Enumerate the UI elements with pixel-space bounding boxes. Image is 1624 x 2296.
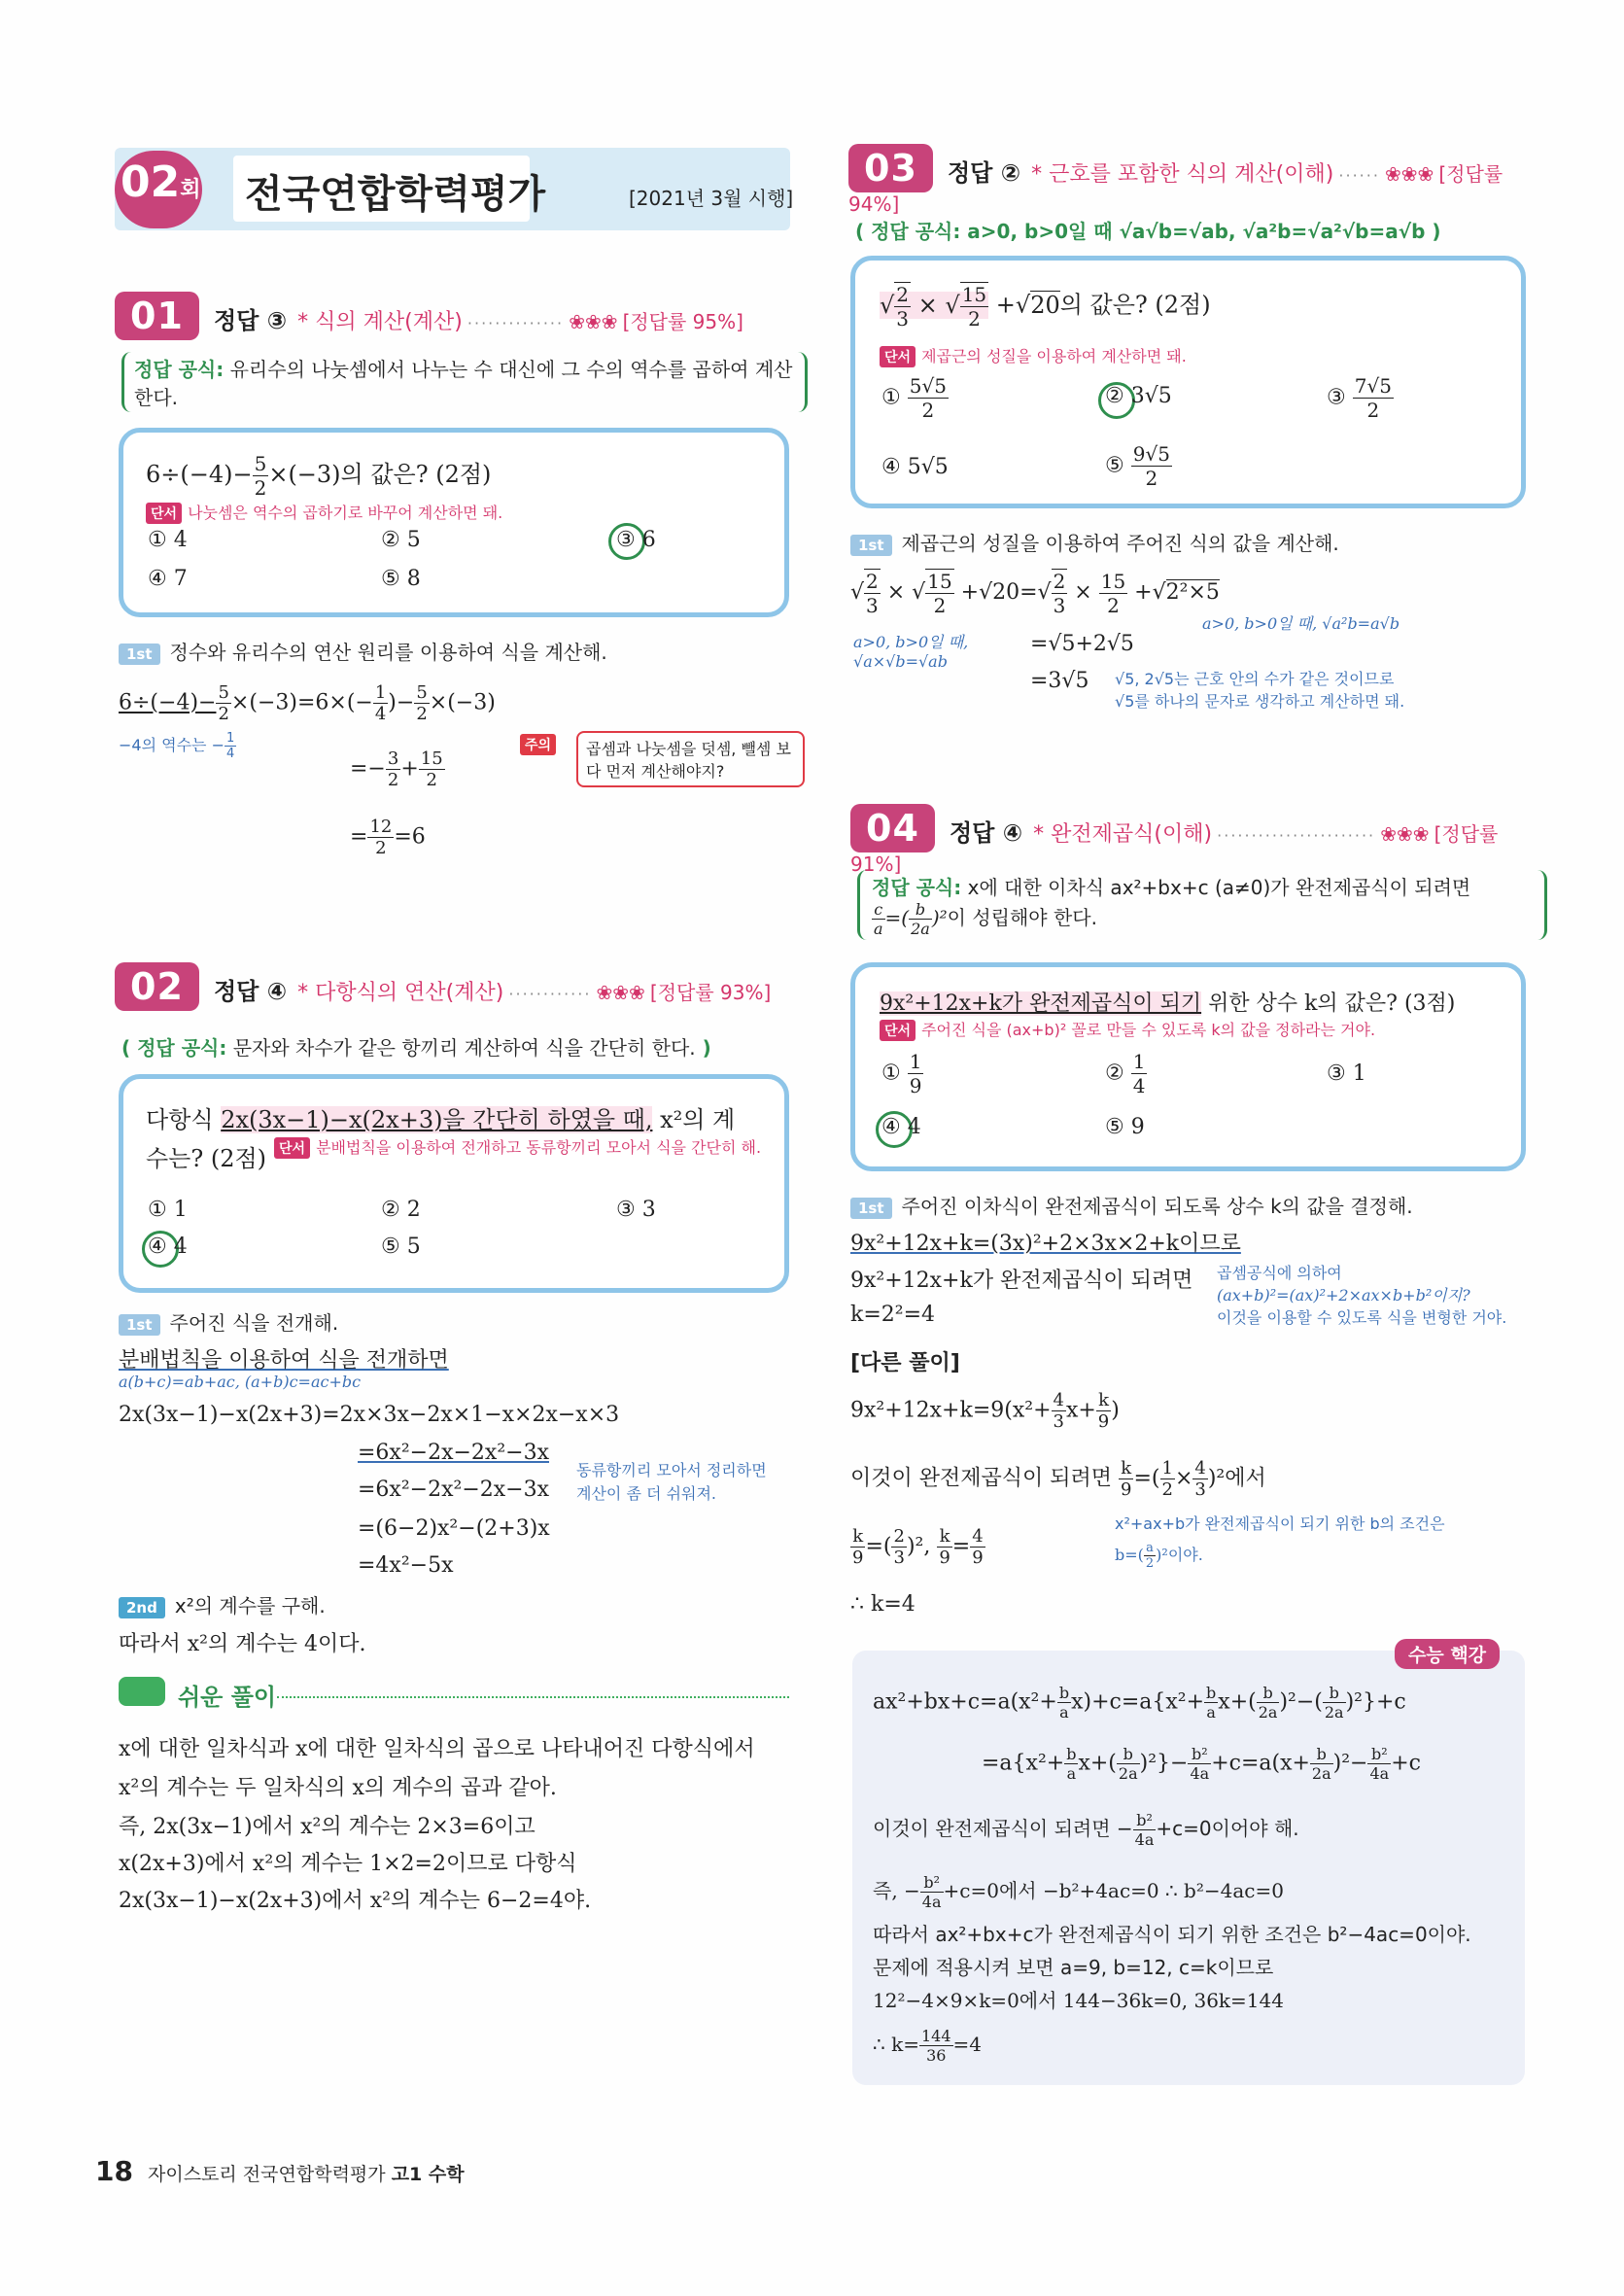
q04-sol-1: 9x²+12x+k=(3x)²+2×3x×2+k이므로: [850, 1232, 1241, 1256]
q01-choice-2[interactable]: ② 5: [381, 528, 421, 552]
q01-question: 6÷(−4)− $\frac{5}{2}$ ×(−3)의 값은? (2점): [146, 452, 492, 500]
q02-sol-2: =6x²−2x−2x²−3x: [358, 1441, 549, 1465]
q04-choice-3[interactable]: ③ 1: [1327, 1061, 1366, 1086]
core-line-4: 따라서 ax²+bx+c가 완전제곱식이 되기 위한 조건은 b²−4ac=0이야.: [873, 1923, 1471, 1946]
q03-choice-4[interactable]: ④ 5√5: [881, 455, 949, 479]
q01-choice-1[interactable]: ① 4: [148, 528, 188, 552]
q03-header: 03 정답 ② * 근호를 포함한 식의 계산(이해) ······ ❀❀❀ [정답률 94%]: [848, 144, 1529, 216]
q04-alt-3: $\frac{k}{9}$ =( $\frac{2}{3}$ )², $\frac{k}{9}$ = $\frac{4}{9}$: [852, 1526, 984, 1568]
q03-step1: 1st 제곱근의 성질을 이용하여 주어진 식의 값을 계산해.: [850, 528, 1339, 556]
q01-difficulty: ❀❀❀: [569, 310, 618, 333]
core-line-3: 즉, − $\frac{\text{b²}}{4a}$ +c=0에서 −b²+4ac=0 ∴ b²−4ac=0: [873, 1873, 1284, 1911]
q01-choice-4[interactable]: ④ 7: [148, 567, 188, 591]
q02-topic: * 다항식의 연산(계산): [297, 981, 504, 1005]
q01-topic: * 식의 계산(계산): [297, 310, 463, 334]
q02-easy-4: x(2x+3)에서 x²의 계수는 1×2=2이므로 다항식: [119, 1852, 577, 1876]
q04-topic: * 완전제곱식(이해): [1033, 822, 1213, 847]
q04-sol-note-2: (ax+b)²=(ax)²+2×ax×b+b²이지?: [1217, 1286, 1470, 1305]
q01-rate: [정답률 95%]: [622, 310, 743, 333]
q04-alt-1: 9x²+12x+k=9(x²+ $\frac{4}{3}$ x+ $\frac{k}{9}$ ): [850, 1390, 1120, 1432]
q03-choice-1[interactable]: ① $\frac{5√5}{2}$: [881, 374, 947, 422]
core-line-7: ∴ k= $\frac{144}{36}$ =4: [873, 2027, 982, 2065]
q01-solution-line2: =− $\frac{3}{2}$ + $\frac{15}{2}$: [350, 748, 443, 790]
q01-hint: 단서 나눗셈은 역수의 곱하기로 바꾸어 계산하면 돼.: [146, 501, 502, 524]
q04-hint: 단서 주어진 식을 (ax+b)² 꼴로 만들 수 있도록 k의 값을 정하라는 거야.: [880, 1018, 1375, 1041]
q03-choice-3[interactable]: ③ $\frac{7√5}{2}$: [1327, 374, 1392, 422]
q04-sol-note-3: 이것을 이용할 수 있도록 식을 변형한 거야.: [1217, 1308, 1507, 1327]
q02-choice-3[interactable]: ③ 3: [616, 1198, 656, 1222]
q01-number: 01: [115, 292, 199, 340]
q02-number: 02: [115, 962, 199, 1011]
q03-question: √ $\frac{2}{3}$ × √ $\frac{15}{2}$ +√20의 값은? (2점): [880, 283, 1211, 330]
q01-header: 01 정답 ③ * 식의 계산(계산) ·············· ❀❀❀ [정답률 95%]: [115, 292, 790, 340]
q02-easy-title: 쉬운 풀이: [178, 1684, 277, 1711]
q03-number: 03: [848, 144, 933, 192]
q01-step1: 1st 정수와 유리수의 연산 원리를 이용하여 식을 계산해.: [119, 637, 607, 665]
q02-sol-note: a(b+c)=ab+ac, (a+b)c=ac+bc: [119, 1373, 362, 1391]
q02-sol-3-note: 계산이 좀 더 쉬워져.: [576, 1484, 716, 1503]
q04-choice-5[interactable]: ⑤ 9: [1105, 1115, 1145, 1139]
q02-hint: 단서 분배법칙을 이용하여 전개하고 동류항끼리 모아서 식을 간단히 해.: [274, 1135, 761, 1159]
q04-alt-title: [다른 풀이]: [850, 1351, 960, 1375]
q01-caution: 주의: [520, 734, 562, 755]
q03-sol-note-2: √5를 하나의 문자로 생각하고 계산하면 돼.: [1115, 692, 1405, 711]
round-suffix: 회: [180, 178, 201, 202]
q02-choice-1[interactable]: ① 1: [148, 1198, 188, 1222]
exam-date: [2021년 3월 시행]: [629, 187, 794, 210]
q04-alt-note-1: x²+ax+b가 완전제곱식이 되기 위한 b의 조건은: [1115, 1514, 1445, 1533]
q04-choice-2[interactable]: ② $\frac{1}{4}$: [1105, 1050, 1146, 1097]
q01-choice-5[interactable]: ⑤ 8: [381, 567, 421, 591]
q04-formula: 정답 공식: x에 대한 이차식 ax²+bx+c (a≠0)가 완전제곱식이 되려면 $\frac{c}{a}$ =( $\frac{b}{2a}$ )²이 성립해야 한다.: [857, 870, 1547, 940]
q03-difficulty: ❀❀❀: [1385, 162, 1434, 186]
page-title: 전국연합학력평가: [245, 172, 546, 217]
q02-sol-2-note: 동류항끼리 모아서 정리하면: [576, 1461, 767, 1479]
q03-sol-note-1: √5, 2√5는 근호 안의 수가 같은 것이므로: [1115, 670, 1395, 688]
q03-note-a: a>0, b>0일 때,: [853, 633, 969, 651]
q03-sol-1: √ $\frac{2}{3}$ × √ $\frac{15}{2}$ +√20=√ $\frac{2}{3}$ × $\frac{15}{2}$ +√2²×5: [850, 569, 1220, 617]
q03-rate: [정답률 94%]: [848, 162, 1503, 216]
q02-sol-5: =4x²−5x: [358, 1553, 454, 1578]
q04-rate: [정답률 91%]: [850, 822, 1499, 876]
q02-sol-4: =(6−2)x²−(2+3)x: [358, 1516, 550, 1541]
q03-choice-5[interactable]: ⑤ $\frac{9√5}{2}$: [1105, 442, 1170, 490]
footer-title: 자이스토리 전국연합학력평가 고1 수학: [148, 2164, 465, 2185]
q02-sol-1: 2x(3x−1)−x(2x+3)=2x×3x−2x×1−x×2x−x×3: [119, 1403, 620, 1427]
q03-note-c: a>0, b>0일 때, √a²b=a√b: [1202, 614, 1400, 633]
easy-divider: [277, 1696, 789, 1698]
q04-alt-end: ∴ k=4: [850, 1592, 916, 1617]
q04-number: 04: [850, 804, 935, 852]
q01-choice-3[interactable]: ③ 6: [616, 528, 656, 552]
q03-choice-2[interactable]: ② 3√5: [1105, 384, 1172, 408]
q02-header: 02 정답 ④ * 다항식의 연산(계산) ············ ❀❀❀ [정답률 93%]: [115, 962, 790, 1011]
q03-sol-3: =3√5: [1030, 669, 1089, 693]
q02-sol-intro: 분배법칙을 이용하여 식을 전개하면: [119, 1348, 449, 1373]
core-line-2: =a{x²+ $\frac{b}{a}$ x+( $\frac{b}{2a}$ )²}− $\frac{\text{b²}}{4a}$ +c=a(x+ $\frac{b}{2a}$ )²− $\frac{\text{b²}}{4a}$ +c: [982, 1745, 1421, 1783]
q02-rate: [정답률 93%]: [649, 981, 772, 1004]
core-line-6: 12²−4×9×k=0에서 144−36k=0, 36k=144: [873, 1989, 1284, 2012]
core-line-5: 문제에 적용시켜 보면 a=9, b=12, c=k이므로: [873, 1956, 1274, 1979]
q04-step1: 1st 주어진 이차식이 완전제곱식이 되도록 상수 k의 값을 결정해.: [850, 1191, 1413, 1219]
core-line-1: ax²+bx+c=a(x²+ $\frac{b}{a}$ x)+c=a{x²+ $\frac{b}{a}$ x+( $\frac{b}{2a}$ )²−( $\frac{b}{2a}$ )²}+c: [873, 1684, 1406, 1722]
q02-question-line2: 수는? (2점): [146, 1145, 267, 1172]
q02-conclusion: 따라서 x²의 계수는 4이다.: [119, 1632, 366, 1656]
q02-choice-2[interactable]: ② 2: [381, 1198, 421, 1222]
q03-sol-2: =√5+2√5: [1030, 632, 1134, 656]
q03-answer: 정답 ②: [947, 159, 1021, 187]
q02-step1: 1st 주어진 식을 전개해.: [119, 1307, 338, 1336]
q03-formula: ( 정답 공식: a>0, b>0일 때 √a√b=√ab, √a²b=√a²√b=a√b ): [855, 220, 1441, 243]
q01-side-note: −4의 역수는 − $\frac{1}{4}$: [119, 731, 235, 761]
q02-formula: ( 정답 공식: 문자와 차수가 같은 항끼리 계산하여 식을 간단히 한다. ): [121, 1036, 711, 1060]
q02-easy-3: 즉, 2x(3x−1)에서 x²의 계수는 2×3=6이고: [119, 1815, 536, 1839]
q04-header: 04 정답 ④ * 완전제곱식(이해) ······················· ❀❀❀ [정답률 91%]: [850, 804, 1531, 876]
q04-sol-2: 9x²+12x+k가 완전제곱식이 되려면: [850, 1269, 1193, 1293]
q01-solution-line3: = $\frac{12}{2}$ =6: [350, 817, 426, 858]
core-tag: 수능 핵강: [1395, 1639, 1500, 1669]
round-number: 02: [121, 157, 181, 207]
q02-easy-5: 2x(3x−1)−x(2x+3)에서 x²의 계수는 6−2=4야.: [119, 1889, 592, 1913]
q04-difficulty: ❀❀❀: [1380, 822, 1430, 846]
q01-answer: 정답 ③: [213, 307, 288, 334]
q02-choice-5[interactable]: ⑤ 5: [381, 1235, 421, 1259]
q02-answer: 정답 ④: [213, 978, 288, 1005]
page-number: 18: [95, 2155, 133, 2187]
q02-step2: 2nd x²의 계수를 구해.: [119, 1590, 326, 1618]
q04-choice-4[interactable]: ④ 4: [881, 1115, 921, 1139]
q03-topic: * 근호를 포함한 식의 계산(이해): [1031, 162, 1334, 187]
q02-question: 다항식 2x(3x−1)−x(2x+3)을 간단히 하였을 때, x²의 계: [146, 1106, 736, 1133]
q04-sol-3: k=2²=4: [850, 1303, 936, 1327]
glasses-icon: [119, 1677, 165, 1706]
q04-answer: 정답 ④: [949, 819, 1023, 847]
q04-sol-note-1: 곱셈공식에 의하여: [1217, 1264, 1342, 1282]
q02-easy-2: x²의 계수는 두 일차식의 x의 계수의 곱과 같아.: [119, 1776, 557, 1800]
q02-choice-4[interactable]: ④ 4: [148, 1235, 188, 1259]
q01-solution-line1: 6÷(−4)− $\frac{5}{2}$ ×(−3)=6×(− $\frac{1}{4}$ )− $\frac{5}{2}$ ×(−3): [119, 682, 496, 724]
q01-caution-box: 곱셈과 나눗셈을 덧셈, 뺄셈 보다 먼저 계산해야지?: [576, 731, 805, 787]
q03-hint: 단서 제곱근의 성질을 이용하여 계산하면 돼.: [880, 344, 1187, 367]
q04-choice-1[interactable]: ① $\frac{1}{9}$: [881, 1050, 922, 1097]
q04-alt-2: 이것이 완전제곱식이 되려면 $\frac{k}{9}$ =( $\frac{1}{2}$ × $\frac{4}{3}$ )²에서: [850, 1458, 1266, 1500]
q02-easy-1: x에 대한 일차식과 x에 대한 일차식의 곱으로 나타내어진 다항식에서: [119, 1737, 755, 1761]
q03-note-b: √a×√b=√ab: [853, 652, 948, 671]
core-cond: 이것이 완전제곱식이 되려면 − $\frac{\text{b²}}{4a}$ +c=0이어야 해.: [873, 1811, 1299, 1849]
q02-sol-3: =6x²−2x²−2x−3x: [358, 1478, 549, 1502]
q04-alt-note-2: b=( $\frac{a}{2}$ )²이야.: [1115, 1541, 1203, 1571]
q04-question: 9x²+12x+k가 완전제곱식이 되기 위한 상수 k의 값은? (3점): [880, 991, 1456, 1016]
q01-formula: 정답 공식: 유리수의 나눗셈에서 나누는 수 대신에 그 수의 역수를 곱하여 계산 한다.: [121, 352, 808, 412]
q02-difficulty: ❀❀❀: [596, 981, 645, 1004]
